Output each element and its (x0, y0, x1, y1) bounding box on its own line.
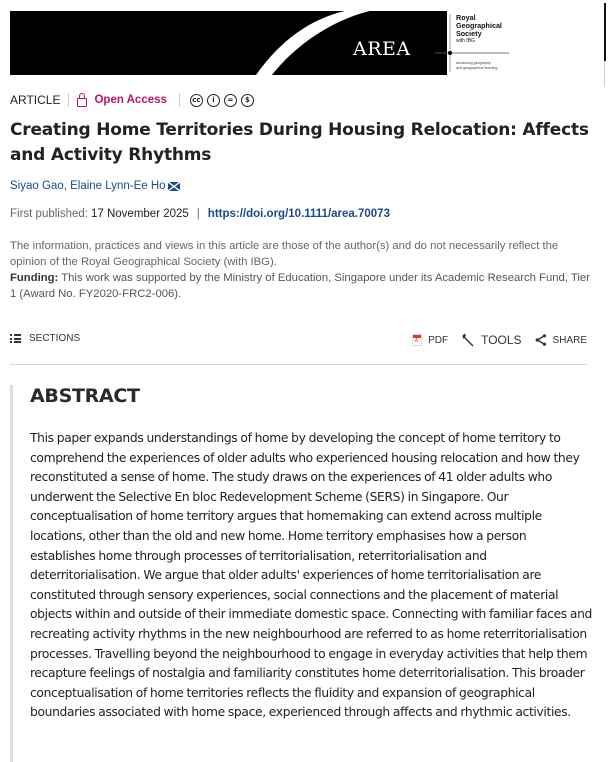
share-button[interactable] (535, 334, 587, 346)
license-icons[interactable] (190, 94, 254, 107)
tools-button[interactable] (461, 333, 521, 347)
side-panel-edge (604, 3, 611, 87)
share-label: SHARE (552, 334, 587, 346)
tools-label: TOOLS (481, 333, 522, 347)
abstract-heading: ABSTRACT (30, 385, 140, 407)
toolbar-actions (412, 333, 587, 347)
author-names[interactable]: Siyao Gao, Elaine Lynn-Ee Ho (10, 180, 166, 192)
society-divider (10, 11, 509, 75)
pdf-icon (412, 334, 422, 346)
separator: | (196, 208, 200, 220)
pdf-button[interactable] (412, 334, 448, 346)
publication-info (10, 208, 390, 220)
nd-icon: = (224, 94, 237, 107)
toolbar-divider (10, 364, 587, 365)
society-name-line: Royal (456, 13, 476, 22)
abstract-text: This paper expands understandings of home by developing the concept of home territory to comprehend the experiences of older adults who experienced housing relocation and how they reconstituted a sense of home. The study draws on the experiences of 41 older adults who underwent the Selective En bloc Redevelopment Scheme (SERS) in Singapore. Our conceptualisation of home territory argues that homemaking can extend across multiple locations, other than the old and new home. Home territory emphasises how a person establishes home through processes of territorialisation, reterritorialisation and deterritorialisation. We argue that older adults' experiences of home territorialisation are constituted through sensory experiences, social connections and the placement of material objects within and outside of their immediate domestic space. Connecting with familiar faces and recreating activity rhythms in the new neighbourhood are referred to as home reterritorialisation processes. Travelling beyond the neighbourhood to engage in everyday activities that help them recapture feelings of nostalgia and familiarity constitutes home deterritorialisation. This broader conceptualisation of home territories reflects the fluidity and expansion of geographical boundaries associated with home space, experienced through affects and rhythmic activities. (30, 431, 592, 720)
society-name (456, 14, 502, 45)
society-with: with IBG (456, 38, 475, 44)
tagline-line: Advancing geography (456, 61, 491, 65)
sections-button[interactable] (10, 333, 80, 344)
article-toolbar (10, 333, 587, 351)
list-icon (10, 334, 21, 343)
publication-date: 17 November 2025 (90, 208, 189, 220)
journal-name: AREA (353, 38, 411, 60)
funding-label: Funding: (10, 272, 59, 284)
open-access-badge[interactable] (77, 94, 166, 107)
funding-text: This work was supported by the Ministry of Education, Singapore under its Academic Research Fund, Tier 1 (Award No. FY2020-FRC2-006). (10, 272, 590, 300)
cc-icon: cc (190, 94, 203, 107)
by-icon: i (207, 94, 220, 107)
mail-icon[interactable] (168, 182, 180, 191)
journal-cover-banner[interactable] (10, 11, 509, 75)
lock-open-icon (77, 98, 87, 107)
divider (179, 93, 180, 107)
sections-label: SECTIONS (29, 333, 81, 344)
article-type: ARTICLE (10, 93, 61, 107)
abstract-section (10, 385, 593, 762)
share-icon (535, 334, 547, 346)
nc-icon: $ (241, 94, 254, 107)
doi-link[interactable]: https://doi.org/10.1111/area.70073 (207, 208, 390, 220)
pdf-label: PDF (428, 334, 449, 346)
disclaimer-text: The information, practices and views in this article are those of the author(s) and do not necessarily reflect the opinion of the Royal Geographical Society (with IBG). (10, 240, 559, 268)
tagline-line: and geographical learning (456, 66, 498, 70)
author-list (10, 180, 180, 192)
society-name-line: Society (456, 29, 482, 38)
divider (68, 93, 69, 107)
society-tagline (456, 61, 509, 71)
article-title: Creating Home Territories During Housing Relocation: Affects and Activity Rhythms (10, 120, 589, 165)
society-name-line: Geographical (456, 21, 502, 30)
wrench-icon (461, 333, 475, 347)
funding-statement (10, 270, 590, 302)
open-access-label: Open Access (94, 94, 167, 106)
article-meta-row (10, 91, 254, 109)
first-published-label: First published: (10, 208, 88, 220)
